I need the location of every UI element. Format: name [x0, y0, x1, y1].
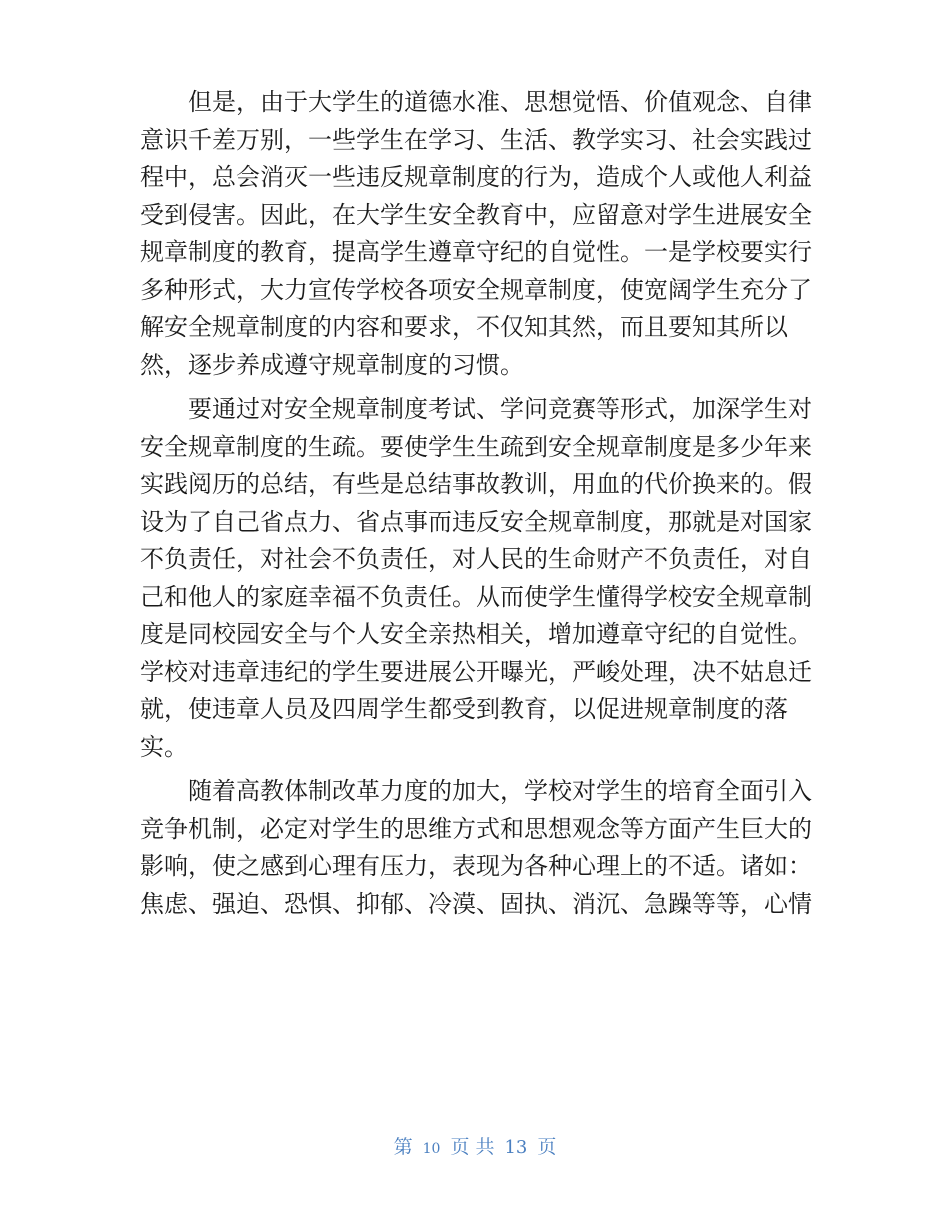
text-line: 焦虑、强迫、恐惧、抑郁、冷漠、固执、消沉、急躁等等，心情	[140, 889, 812, 918]
footer-prefix: 第	[393, 1136, 413, 1158]
text-line: 学校对违章违纪的学生要进展公开曝光，严峻处理，决不姑息迁	[140, 657, 812, 686]
text-line: 影响，使之感到心理有压力，表现为各种心理上的不适。诸如：	[140, 852, 812, 880]
paragraph-1	[140, 84, 812, 384]
page-footer	[0, 1132, 950, 1159]
text-line: 实。	[140, 732, 188, 761]
text-line: 受到侵害。因此，在大学生安全教育中，应留意对学生进展安全	[140, 200, 812, 229]
text-line: 设为了自己省点力、省点事而违反安全规章制度，那就是对国家	[140, 507, 812, 536]
paragraph-3	[140, 773, 812, 923]
text-line: 然，逐步养成遵守规章制度的习惯。	[140, 350, 524, 379]
text-line: 解安全规章制度的内容和要求，不仅知其然，而且要知其所以	[140, 313, 788, 341]
text-line: 竞争机制，必定对学生的思维方式和思想观念等方面产生巨大的	[140, 814, 812, 843]
text-line: 要通过对安全规章制度考试、学问竞赛等形式，加深学生对	[188, 395, 812, 423]
text-line: 实践阅历的总结，有些是总结事故教训，用血的代价换来的。假	[140, 470, 812, 498]
footer-page-number: 10	[422, 1141, 441, 1157]
footer-total-pages: 13	[504, 1137, 528, 1158]
text-line: 度是同校园安全与个人安全亲热相关，增加遵章守纪的自觉性。	[140, 620, 812, 648]
paragraph-2	[140, 391, 812, 766]
text-line: 安全规章制度的生疏。要使学生生疏到安全规章制度是多少年来	[140, 432, 812, 461]
text-line: 但是，由于大学生的道德水准、思想觉悟、价值观念、自律	[188, 88, 812, 116]
text-line: 不负责任，对社会不负责任，对人民的生命财产不负责任，对自	[140, 545, 812, 573]
text-line: 程中，总会消灭一些违反规章制度的行为，造成个人或他人利益	[140, 163, 812, 191]
text-line: 多种形式，大力宣传学校各项安全规章制度，使宽阔学生充分了	[140, 275, 812, 304]
footer-suffix: 页	[537, 1136, 557, 1158]
body-text	[140, 84, 812, 923]
footer-middle: 页 共	[450, 1136, 495, 1158]
text-line: 意识千差万别，一些学生在学习、生活、教学实习、社会实践过	[140, 125, 812, 154]
text-line: 规章制度的教育，提高学生遵章守纪的自觉性。一是学校要实行	[140, 238, 812, 266]
text-line: 随着高教体制改革力度的加大，学校对学生的培育全面引入	[188, 777, 812, 805]
text-line: 己和他人的家庭幸福不负责任。从而使学生懂得学校安全规章制	[140, 582, 812, 611]
text-line: 就，使违章人员及四周学生都受到教育，以促进规章制度的落	[140, 695, 788, 723]
